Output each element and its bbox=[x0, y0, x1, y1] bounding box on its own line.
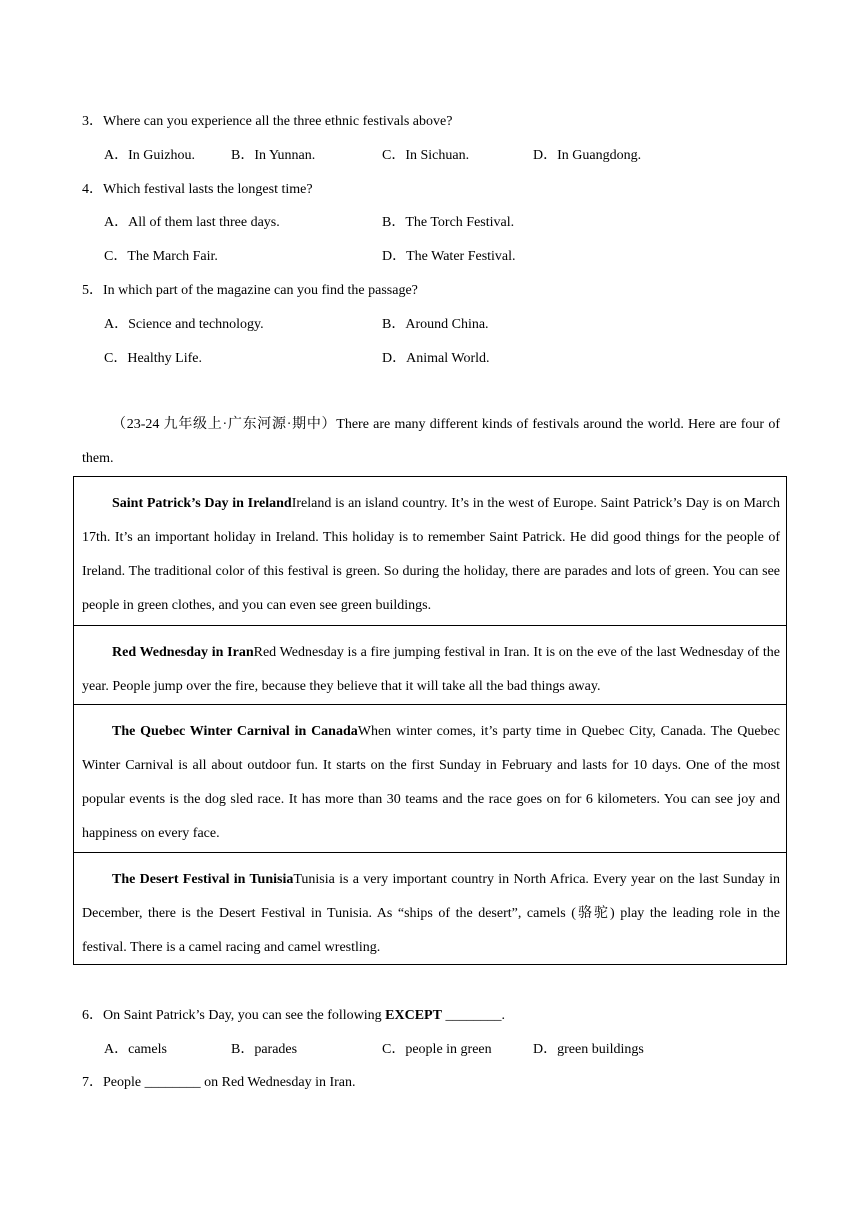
question-text: In which part of the magazine can you find the passage? bbox=[103, 283, 418, 298]
festival-cell-red-wednesday bbox=[74, 625, 786, 704]
option-a: A．All of them last three days. bbox=[104, 215, 280, 230]
option-d: D．green buildings bbox=[533, 1042, 644, 1057]
question-text: Where can you experience all the three ethnic festivals above? bbox=[103, 114, 453, 129]
option-d: D．The Water Festival. bbox=[382, 249, 516, 264]
source-label: （23-24 九年级上·广东河源·期中） bbox=[112, 417, 337, 432]
option-a: A．camels bbox=[104, 1042, 167, 1057]
question-text: On Saint Patrick’s Day, you can see the following bbox=[103, 1008, 386, 1023]
option-d: D．In Guangdong. bbox=[533, 148, 642, 163]
question-7 bbox=[82, 1073, 356, 1093]
question-emphasis: EXCEPT bbox=[385, 1008, 442, 1023]
question-number: 5． bbox=[82, 283, 103, 298]
festival-title: The Desert Festival in Tunisia bbox=[112, 872, 294, 887]
option-c: C．In Sichuan. bbox=[382, 148, 470, 163]
question-text: Which festival lasts the longest time? bbox=[103, 182, 313, 197]
question-number: 3． bbox=[82, 114, 103, 129]
option-a: A．Science and technology. bbox=[104, 317, 264, 332]
question-blank: ________. bbox=[441, 1008, 505, 1023]
festival-body: Tunisia is a very important country in North Africa. Every year on the last Sunday in December, there is the Desert Festival in Tunisia. As “ships of the desert”, camels (骆驼) play the leading role in the festival. There is a camel racing and camel wrestling. bbox=[82, 872, 780, 955]
option-b: B．The Torch Festival. bbox=[382, 215, 515, 230]
festival-body: When winter comes, it’s party time in Quebec City, Canada. The Quebec Winter Carnival is all about outdoor fun. It starts on the first Sunday in February and lasts for 10 days. One of the most popular events is the dog sled race. It has more than 30 teams and the race goes on for 6 kilometers. You can see joy and happiness on every face. bbox=[82, 724, 780, 841]
festival-body: Ireland is an island country. It’s in the west of Europe. Saint Patrick’s Day is on March 17th. It’s an important holiday in Ireland. This holiday is to remember Saint Patrick. He did good things for the people of Ireland. The traditional color of this festival is green. So during the holiday, there are parades and lots of green. You can see people in green clothes, and you can even see green buildings. bbox=[82, 496, 780, 613]
option-c: C．The March Fair. bbox=[104, 249, 218, 264]
question-number: 6． bbox=[82, 1008, 103, 1023]
option-b: B．parades bbox=[231, 1042, 298, 1057]
festival-title: The Quebec Winter Carnival in Canada bbox=[112, 724, 358, 739]
question-4 bbox=[82, 180, 313, 200]
festival-cell-desert-festival bbox=[74, 852, 786, 964]
option-c: C．people in green bbox=[382, 1042, 492, 1057]
option-a: A．In Guizhou. bbox=[104, 148, 195, 163]
question-6 bbox=[82, 1006, 505, 1026]
festival-table bbox=[73, 476, 787, 965]
question-number: 7． bbox=[82, 1075, 103, 1090]
question-5 bbox=[82, 281, 418, 301]
option-c: C．Healthy Life. bbox=[104, 351, 202, 366]
option-d: D．Animal World. bbox=[382, 351, 490, 366]
festival-cell-quebec-carnival bbox=[74, 704, 786, 852]
festival-body: Red Wednesday is a fire jumping festival in Iran. It is on the eve of the last Wednesday of the year. People jump over the fire, because they believe that it will take all the bad things away. bbox=[82, 645, 780, 694]
passage-intro bbox=[82, 408, 780, 476]
festival-cell-saint-patrick bbox=[74, 477, 786, 625]
question-number: 4． bbox=[82, 182, 103, 197]
question-3 bbox=[82, 112, 452, 132]
option-b: B．Around China. bbox=[382, 317, 489, 332]
festival-title: Saint Patrick’s Day in Ireland bbox=[112, 496, 292, 511]
question-text: People ________ on Red Wednesday in Iran. bbox=[103, 1075, 356, 1090]
option-b: B．In Yunnan. bbox=[231, 148, 316, 163]
intro-text: There are many different kinds of festivals around the world. Here are four of them. bbox=[82, 417, 780, 466]
festival-title: Red Wednesday in Iran bbox=[112, 645, 254, 660]
